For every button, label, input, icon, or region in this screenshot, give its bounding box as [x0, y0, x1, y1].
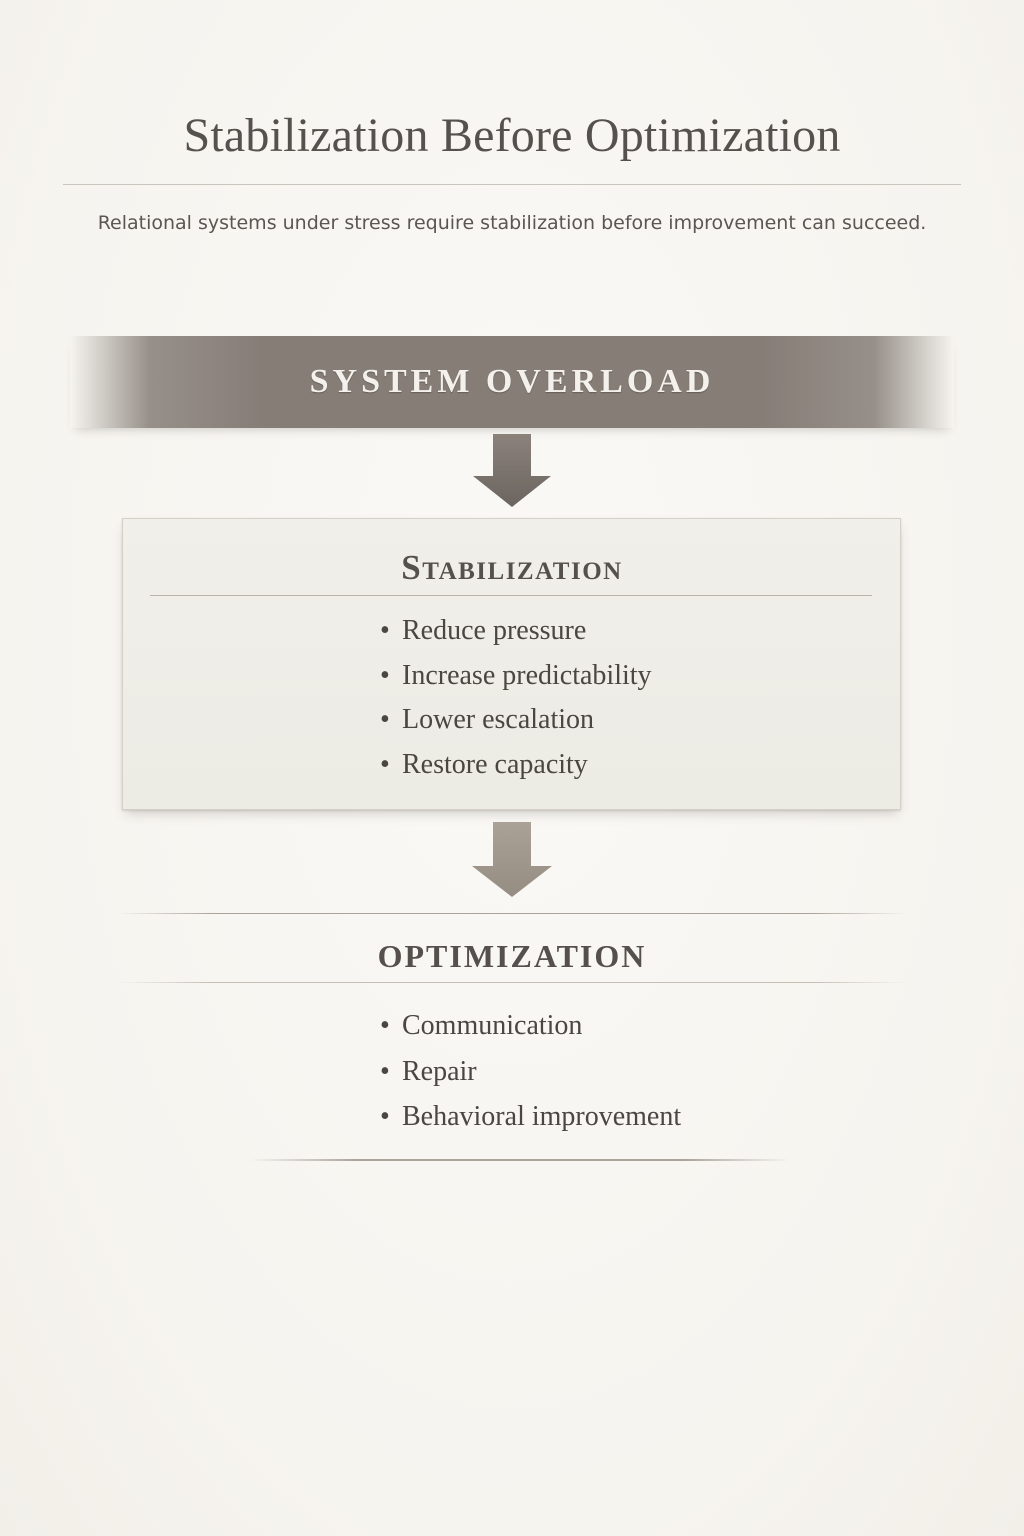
- list-item: • Communication: [380, 1006, 681, 1052]
- page-subtitle: Relational systems under stress require stabilization before improvement can succeed.: [97, 212, 927, 234]
- down-arrow-icon: [471, 822, 553, 898]
- list-item: • Behavioral improvement: [380, 1097, 681, 1143]
- down-arrow-icon: [471, 434, 553, 508]
- page-title: Stabilization Before Optimization: [183, 109, 841, 162]
- list-item: • Increase predictability: [380, 656, 652, 701]
- optimization-divider: [118, 982, 906, 983]
- optimization-bottom-divider: [250, 1159, 790, 1161]
- stabilization-list: [380, 611, 652, 789]
- banner-label: SYSTEM OVERLOAD: [309, 363, 715, 400]
- list-item: • Restore capacity: [380, 745, 652, 790]
- stabilization-title: Stabilization: [401, 548, 623, 587]
- stabilization-divider: [150, 595, 872, 596]
- list-item: • Lower escalation: [380, 700, 652, 745]
- list-item: • Repair: [380, 1052, 681, 1098]
- optimization-title: OPTIMIZATION: [377, 938, 647, 974]
- title-divider: [63, 184, 961, 185]
- optimization-list: [380, 1006, 681, 1143]
- optimization-top-divider: [118, 913, 906, 914]
- list-item: • Reduce pressure: [380, 611, 652, 656]
- system-overload-banner: [70, 336, 954, 428]
